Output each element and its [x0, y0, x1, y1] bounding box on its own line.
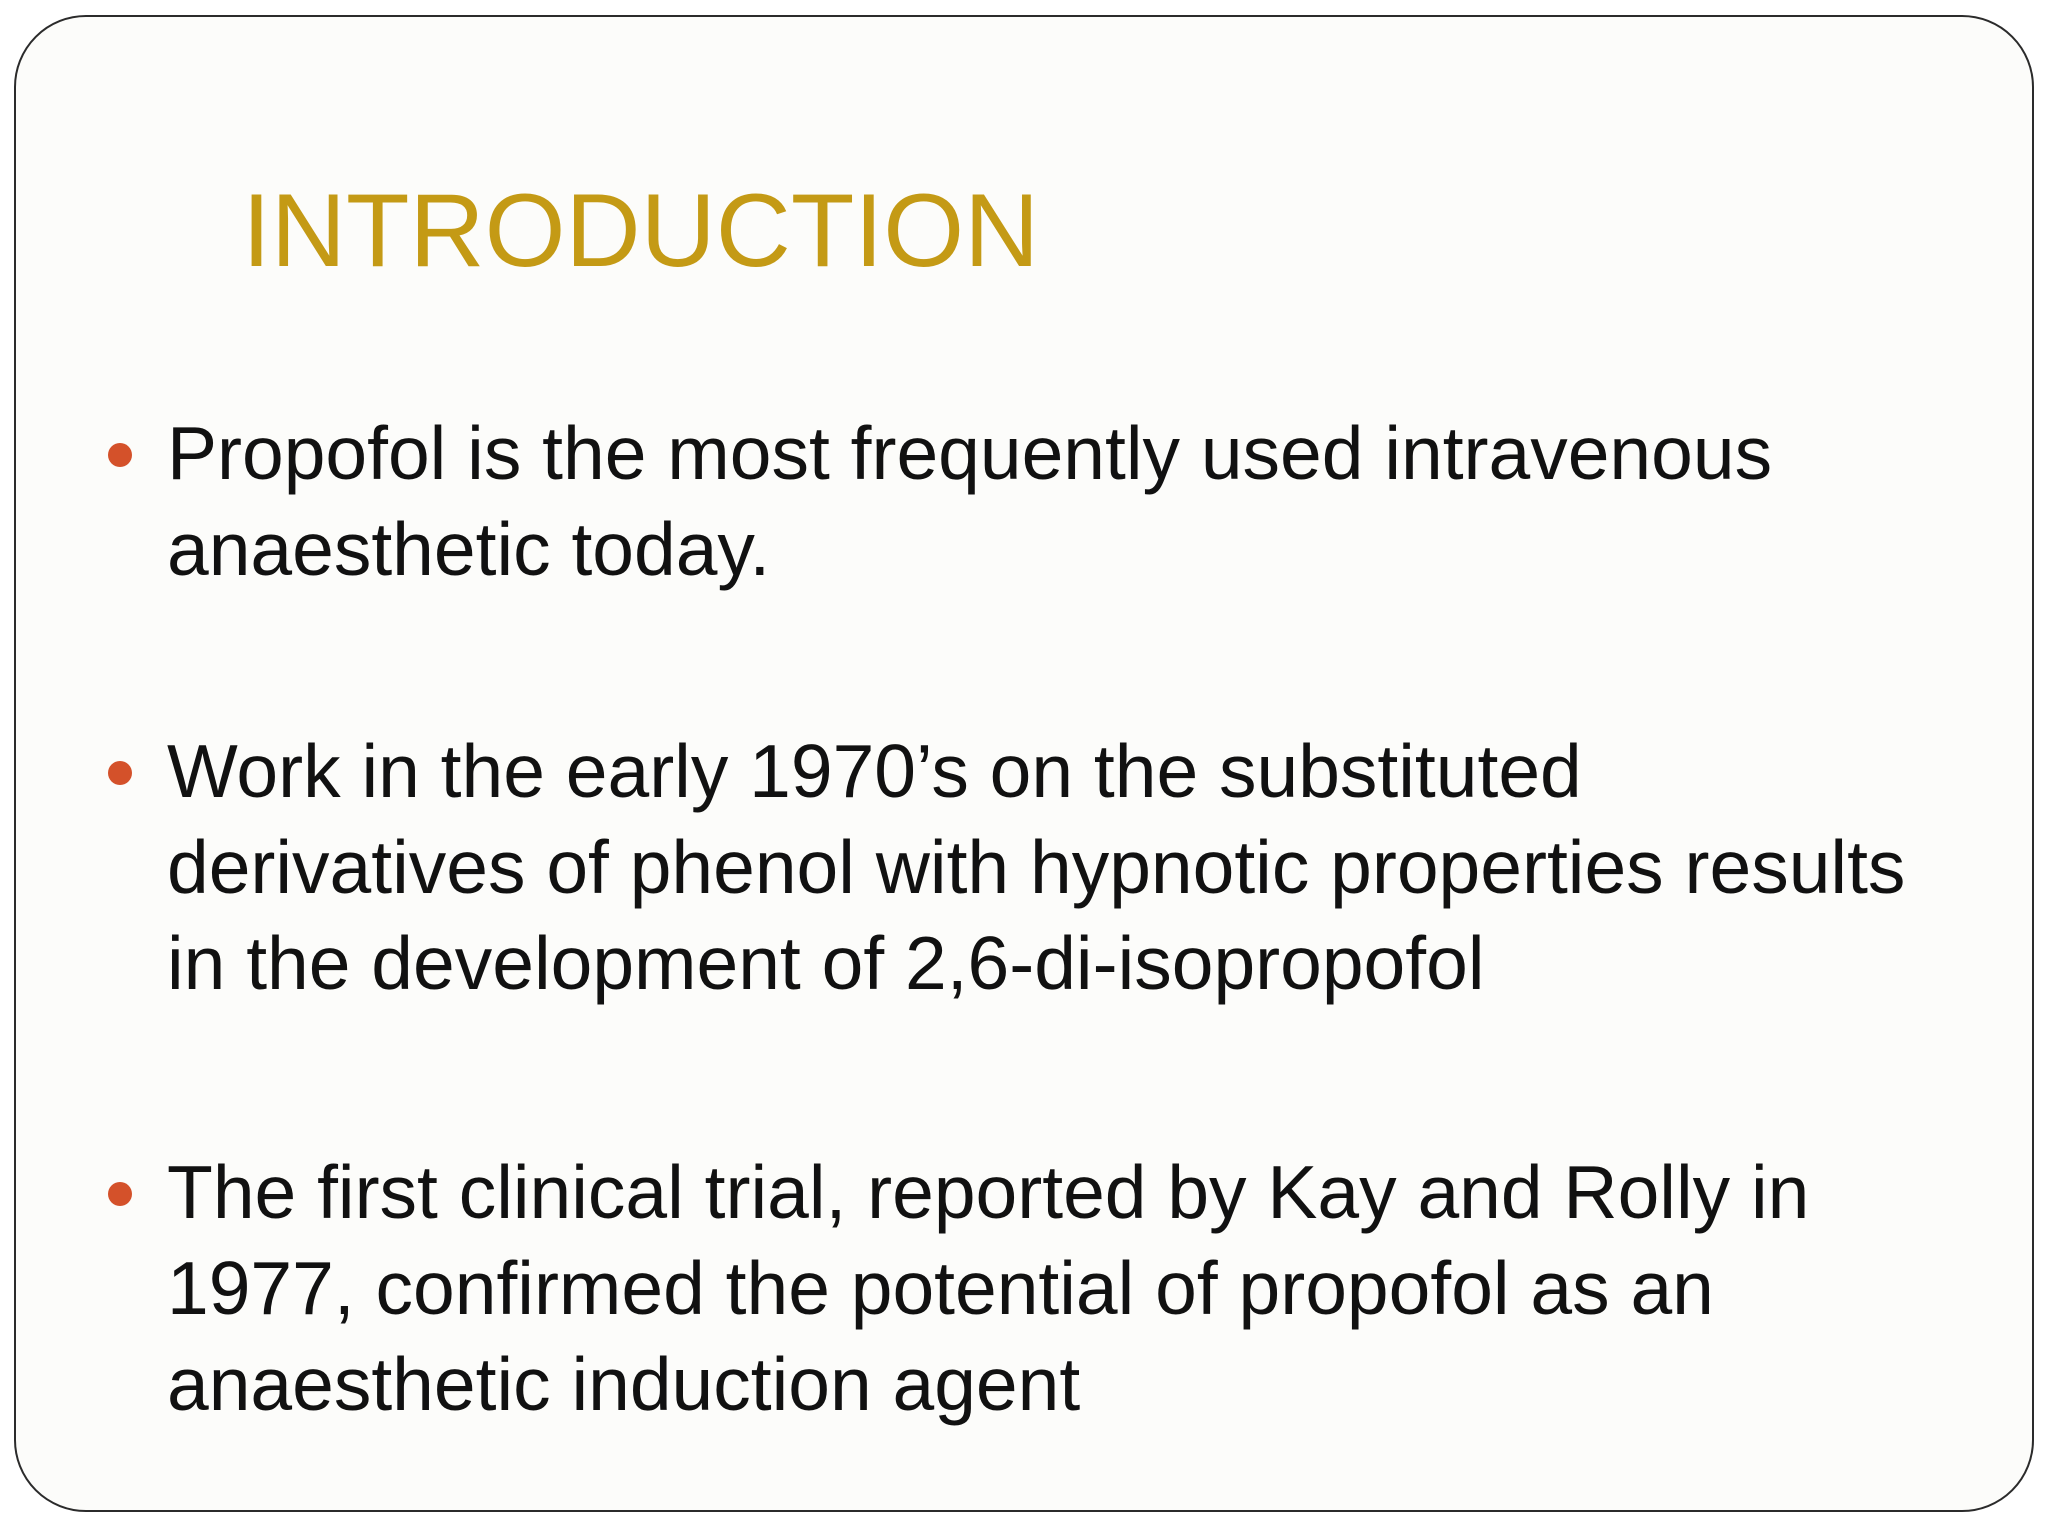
slide-frame: [14, 15, 2034, 1512]
bullet-dot-icon: [108, 761, 132, 785]
bullet-dot-icon: [108, 443, 132, 467]
slide-title: INTRODUCTION: [242, 173, 1040, 289]
bullet-dot-icon: [108, 1182, 132, 1206]
bullet-text: Work in the early 1970’s on the substituted derivatives of phenol with hypnotic properties results in the development of 2,6-di-isopropofol: [167, 729, 1906, 1005]
bullet-text: Propofol is the most frequently used intravenous anaesthetic today.: [167, 411, 1773, 591]
bullet-text: The first clinical trial, reported by Kay and Rolly in 1977, confirmed the potential of propofol as an anaesthetic induction agent: [167, 1150, 1810, 1426]
